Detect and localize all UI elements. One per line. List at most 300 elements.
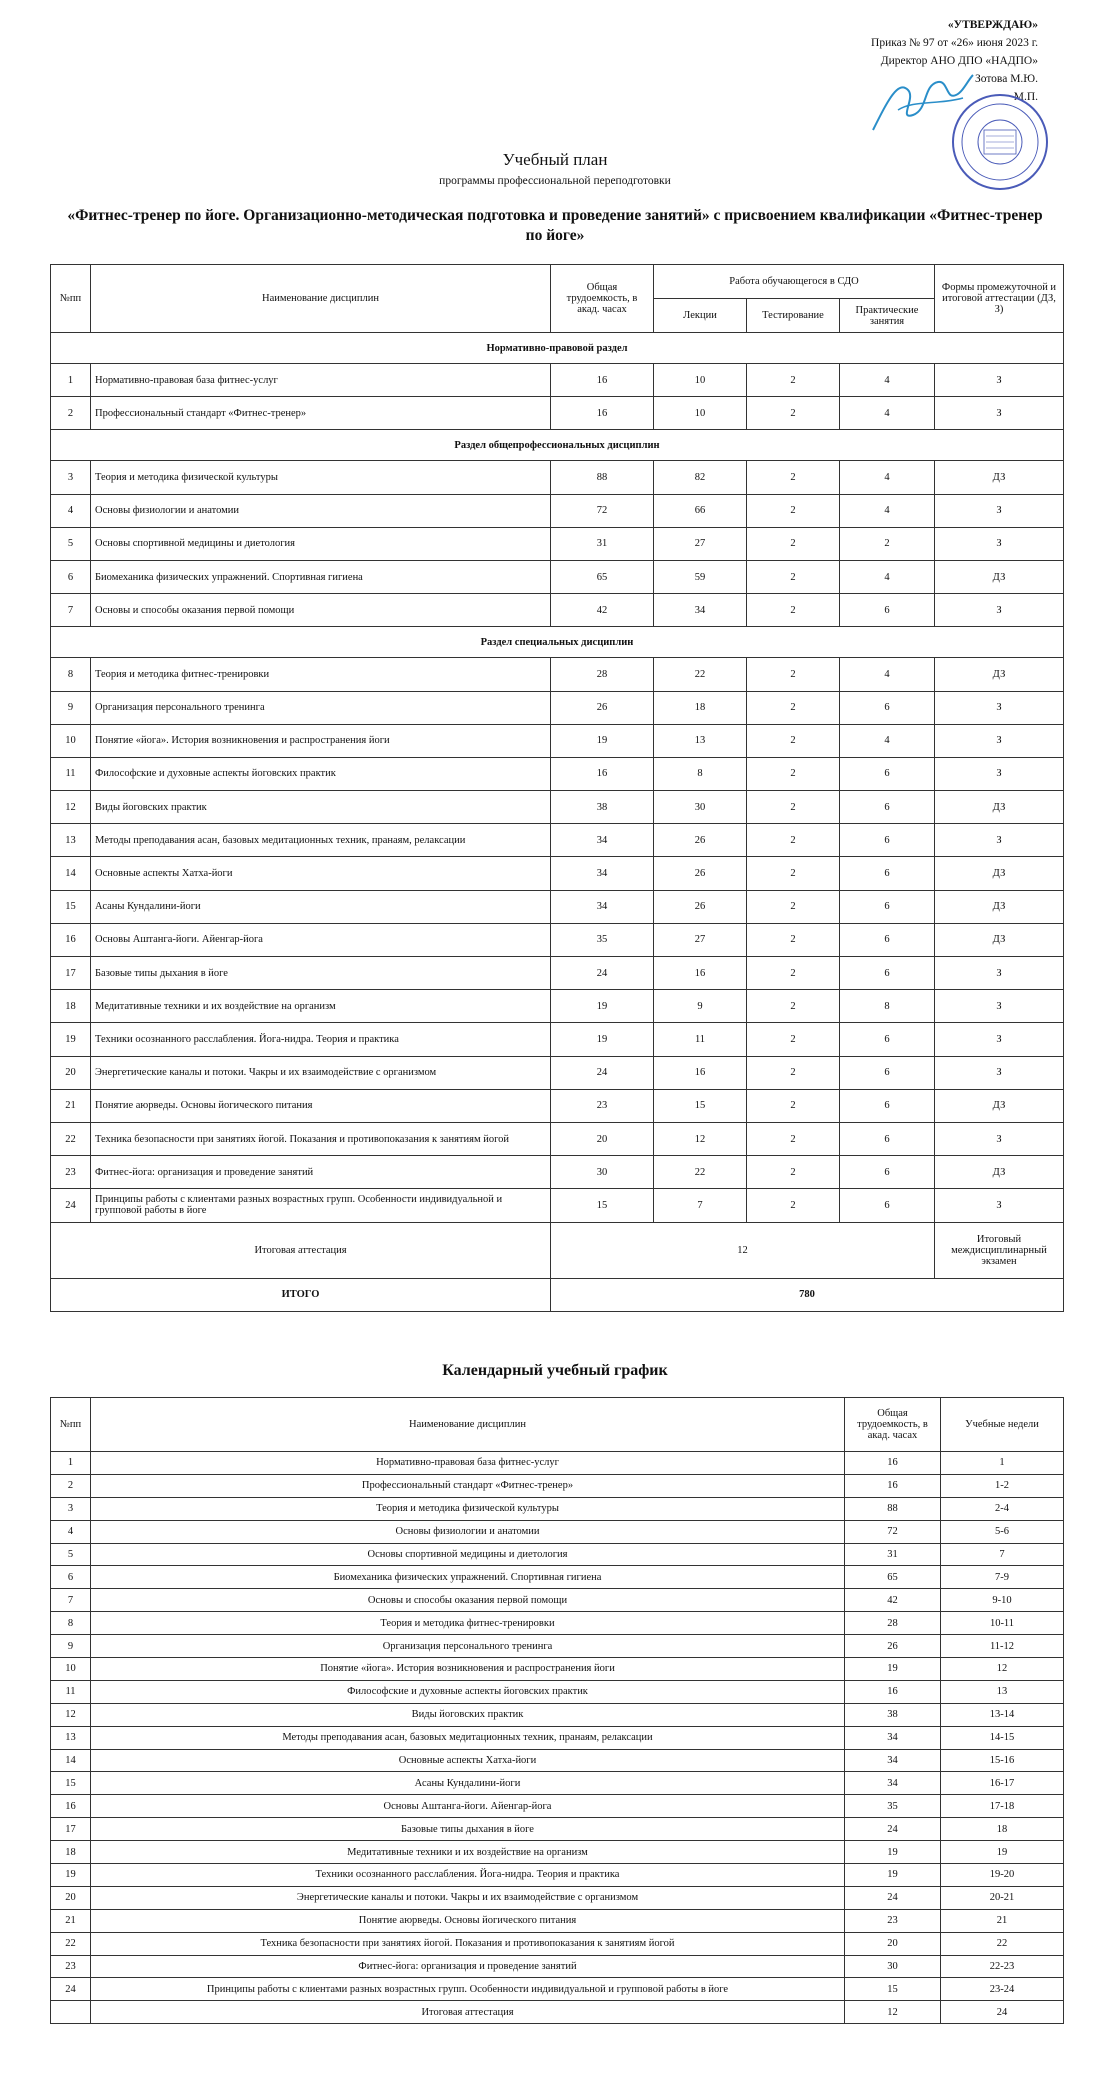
row-num: 9	[51, 691, 91, 724]
cal-row-hours: 16	[845, 1680, 941, 1703]
table-row	[51, 757, 1064, 790]
final-attestation-hours: 12	[551, 1222, 935, 1278]
header-testing: Тестирование	[747, 299, 840, 333]
cal-row-hours: 19	[845, 1864, 941, 1887]
row-hours: 19	[551, 1023, 654, 1056]
row-testing: 2	[747, 461, 840, 494]
cal-row-discipline: Принципы работы с клиентами разных возрастных групп. Особенности индивидуальной и групповой работы в йоге	[91, 1978, 845, 2001]
calendar-row	[51, 1864, 1064, 1887]
row-hours: 20	[551, 1122, 654, 1155]
header-num: №пп	[51, 265, 91, 333]
cal-row-hours: 19	[845, 1658, 941, 1681]
row-num: 8	[51, 658, 91, 691]
table-row	[51, 691, 1064, 724]
cal-row-num	[51, 2001, 91, 2024]
row-practice: 4	[840, 364, 935, 397]
calendar-row	[51, 1772, 1064, 1795]
row-practice: 6	[840, 791, 935, 824]
cal-row-num: 8	[51, 1612, 91, 1635]
cal-row-hours: 72	[845, 1520, 941, 1543]
final-attestation-row	[51, 1222, 1064, 1278]
row-form: ДЗ	[935, 923, 1064, 956]
table-row	[51, 1056, 1064, 1089]
cal-row-hours: 34	[845, 1749, 941, 1772]
row-lectures: 22	[654, 658, 747, 691]
cal-row-weeks: 15-16	[941, 1749, 1064, 1772]
table-row	[51, 923, 1064, 956]
table-row	[51, 824, 1064, 857]
row-num: 24	[51, 1189, 91, 1222]
calendar-row	[51, 1749, 1064, 1772]
row-lectures: 18	[654, 691, 747, 724]
row-form: З	[935, 1023, 1064, 1056]
cal-row-hours: 65	[845, 1566, 941, 1589]
row-discipline: Понятие аюрведы. Основы йогического питания	[91, 1089, 551, 1122]
page-subtitle: программы профессиональной переподготовки	[439, 175, 671, 187]
row-hours: 23	[551, 1089, 654, 1122]
row-discipline: Теория и методика физической культуры	[91, 461, 551, 494]
cal-row-num: 24	[51, 1978, 91, 2001]
cal-row-hours: 34	[845, 1772, 941, 1795]
cal-row-hours: 34	[845, 1726, 941, 1749]
table-row	[51, 364, 1064, 397]
cal-row-weeks: 9-10	[941, 1589, 1064, 1612]
row-hours: 15	[551, 1189, 654, 1222]
calendar-row	[51, 1978, 1064, 2001]
row-testing: 2	[747, 923, 840, 956]
row-testing: 2	[747, 1122, 840, 1155]
table-row	[51, 724, 1064, 757]
row-discipline: Методы преподавания асан, базовых медитационных техник, пранаям, релаксации	[91, 824, 551, 857]
row-hours: 30	[551, 1156, 654, 1189]
header-forms: Формы промежуточной и итоговой аттестации (ДЗ, З)	[935, 265, 1064, 333]
row-form: З	[935, 1056, 1064, 1089]
cal-row-discipline: Теория и методика фитнес-тренировки	[91, 1612, 845, 1635]
cal-row-weeks: 2-4	[941, 1497, 1064, 1520]
section-row	[51, 430, 1064, 461]
row-discipline: Понятие «йога». История возникновения и распространения йоги	[91, 724, 551, 757]
program-name: «Фитнес-тренер по йоге. Организационно-методическая подготовка и проведение занятий» с присвоением квалификации «Фитнес-тренер по йоге»	[67, 207, 1043, 244]
row-discipline: Профессиональный стандарт «Фитнес-тренер»	[91, 397, 551, 430]
cal-row-weeks: 18	[941, 1818, 1064, 1841]
final-attestation-form: Итоговый междисциплинарный экзамен	[935, 1222, 1064, 1278]
row-hours: 34	[551, 890, 654, 923]
row-lectures: 10	[654, 364, 747, 397]
row-num: 15	[51, 890, 91, 923]
cal-row-hours: 19	[845, 1841, 941, 1864]
cal-row-weeks: 21	[941, 1909, 1064, 1932]
row-form: З	[935, 494, 1064, 527]
row-testing: 2	[747, 724, 840, 757]
cal-row-weeks: 19	[941, 1841, 1064, 1864]
row-form: З	[935, 1122, 1064, 1155]
calendar-row	[51, 1726, 1064, 1749]
cal-row-num: 21	[51, 1909, 91, 1932]
cal-row-discipline: Фитнес-йога: организация и проведение занятий	[91, 1955, 845, 1978]
row-testing: 2	[747, 1189, 840, 1222]
cal-row-num: 3	[51, 1497, 91, 1520]
row-num: 3	[51, 461, 91, 494]
row-practice: 6	[840, 957, 935, 990]
row-practice: 4	[840, 658, 935, 691]
row-lectures: 27	[654, 527, 747, 560]
row-practice: 4	[840, 724, 935, 757]
row-practice: 6	[840, 923, 935, 956]
row-hours: 72	[551, 494, 654, 527]
row-hours: 28	[551, 658, 654, 691]
cal-row-weeks: 11-12	[941, 1635, 1064, 1658]
row-num: 1	[51, 364, 91, 397]
calendar-row	[51, 1543, 1064, 1566]
row-num: 16	[51, 923, 91, 956]
cal-row-discipline: Основы и способы оказания первой помощи	[91, 1589, 845, 1612]
row-num: 21	[51, 1089, 91, 1122]
row-practice: 6	[840, 1023, 935, 1056]
calendar-row	[51, 2001, 1064, 2024]
row-discipline: Виды йоговских практик	[91, 791, 551, 824]
header-lectures: Лекции	[654, 299, 747, 333]
cal-row-hours: 31	[845, 1543, 941, 1566]
row-num: 18	[51, 990, 91, 1023]
table-row	[51, 857, 1064, 890]
row-form: З	[935, 757, 1064, 790]
cal-row-weeks: 19-20	[941, 1864, 1064, 1887]
calendar-row	[51, 1818, 1064, 1841]
row-num: 22	[51, 1122, 91, 1155]
row-lectures: 26	[654, 857, 747, 890]
cal-row-hours: 38	[845, 1703, 941, 1726]
cal-row-discipline: Понятие «йога». История возникновения и распространения йоги	[91, 1658, 845, 1681]
cal-row-num: 6	[51, 1566, 91, 1589]
row-testing: 2	[747, 658, 840, 691]
cal-row-discipline: Медитативные техники и их воздействие на организм	[91, 1841, 845, 1864]
row-testing: 2	[747, 560, 840, 593]
row-hours: 16	[551, 364, 654, 397]
row-testing: 2	[747, 990, 840, 1023]
cal-row-weeks: 13-14	[941, 1703, 1064, 1726]
cal-row-hours: 23	[845, 1909, 941, 1932]
row-discipline: Техники осознанного расслабления. Йога-нидра. Теория и практика	[91, 1023, 551, 1056]
approval-position: Директор АНО ДПО «НАДПО»	[880, 55, 1038, 67]
row-num: 10	[51, 724, 91, 757]
cal-row-num: 19	[51, 1864, 91, 1887]
row-discipline: Энергетические каналы и потоки. Чакры и их взаимодействие с организмом	[91, 1056, 551, 1089]
row-discipline: Медитативные техники и их воздействие на организм	[91, 990, 551, 1023]
final-attestation-label: Итоговая аттестация	[51, 1222, 551, 1278]
row-lectures: 8	[654, 757, 747, 790]
table-row	[51, 594, 1064, 627]
cal-header-num: №пп	[51, 1398, 91, 1452]
cal-row-num: 22	[51, 1932, 91, 1955]
cal-row-discipline: Методы преподавания асан, базовых медитационных техник, пранаям, релаксации	[91, 1726, 845, 1749]
cal-row-num: 12	[51, 1703, 91, 1726]
cal-row-discipline: Понятие аюрведы. Основы йогического питания	[91, 1909, 845, 1932]
row-testing: 2	[747, 594, 840, 627]
row-form: ДЗ	[935, 791, 1064, 824]
row-testing: 2	[747, 691, 840, 724]
row-lectures: 11	[654, 1023, 747, 1056]
row-num: 4	[51, 494, 91, 527]
row-hours: 42	[551, 594, 654, 627]
row-hours: 26	[551, 691, 654, 724]
row-lectures: 30	[654, 791, 747, 824]
cal-row-discipline: Биомеханика физических упражнений. Спортивная гигиена	[91, 1566, 845, 1589]
row-lectures: 16	[654, 957, 747, 990]
total-hours: 780	[551, 1278, 1064, 1311]
table-row	[51, 527, 1064, 560]
row-discipline: Организация персонального тренинга	[91, 691, 551, 724]
row-practice: 6	[840, 1056, 935, 1089]
cal-row-hours: 15	[845, 1978, 941, 2001]
header-practice: Практические занятия	[840, 299, 935, 333]
calendar-row	[51, 1497, 1064, 1520]
cal-row-weeks: 22	[941, 1932, 1064, 1955]
row-testing: 2	[747, 494, 840, 527]
cal-row-hours: 24	[845, 1886, 941, 1909]
cal-row-discipline: Профессиональный стандарт «Фитнес-тренер»	[91, 1474, 845, 1497]
row-practice: 6	[840, 691, 935, 724]
table-row	[51, 1023, 1064, 1056]
row-num: 7	[51, 594, 91, 627]
row-form: З	[935, 691, 1064, 724]
row-lectures: 16	[654, 1056, 747, 1089]
row-testing: 2	[747, 791, 840, 824]
row-discipline: Принципы работы с клиентами разных возрастных групп. Особенности индивидуальной и групповой работы в йоге	[91, 1189, 551, 1222]
cal-row-hours: 42	[845, 1589, 941, 1612]
cal-row-num: 4	[51, 1520, 91, 1543]
row-hours: 38	[551, 791, 654, 824]
cal-row-weeks: 20-21	[941, 1886, 1064, 1909]
row-hours: 19	[551, 724, 654, 757]
calendar-row	[51, 1566, 1064, 1589]
cal-row-discipline: Основные аспекты Хатха-йоги	[91, 1749, 845, 1772]
row-lectures: 12	[654, 1122, 747, 1155]
row-testing: 2	[747, 364, 840, 397]
row-hours: 65	[551, 560, 654, 593]
row-practice: 4	[840, 494, 935, 527]
calendar-row	[51, 1635, 1064, 1658]
cal-row-weeks: 24	[941, 2001, 1064, 2024]
row-form: З	[935, 594, 1064, 627]
cal-row-hours: 28	[845, 1612, 941, 1635]
calendar-row	[51, 1703, 1064, 1726]
section-title: Раздел специальных дисциплин	[51, 627, 1064, 658]
row-lectures: 22	[654, 1156, 747, 1189]
cal-row-num: 20	[51, 1886, 91, 1909]
row-num: 5	[51, 527, 91, 560]
cal-header-weeks: Учебные недели	[941, 1398, 1064, 1452]
cal-row-hours: 16	[845, 1474, 941, 1497]
row-lectures: 82	[654, 461, 747, 494]
cal-row-discipline: Виды йоговских практик	[91, 1703, 845, 1726]
cal-row-weeks: 14-15	[941, 1726, 1064, 1749]
row-hours: 31	[551, 527, 654, 560]
cal-row-discipline: Итоговая аттестация	[91, 2001, 845, 2024]
page-title: Учебный план	[502, 150, 608, 169]
row-testing: 2	[747, 1023, 840, 1056]
row-num: 13	[51, 824, 91, 857]
row-form: З	[935, 990, 1064, 1023]
row-num: 19	[51, 1023, 91, 1056]
row-testing: 2	[747, 857, 840, 890]
table-row	[51, 1156, 1064, 1189]
cal-row-discipline: Нормативно-правовая база фитнес-услуг	[91, 1452, 845, 1475]
section-title: Раздел общепрофессиональных дисциплин	[51, 430, 1064, 461]
approval-order: Приказ № 97 от «26» июня 2023 г.	[871, 37, 1038, 49]
row-form: З	[935, 824, 1064, 857]
cal-row-weeks: 13	[941, 1680, 1064, 1703]
row-form: ДЗ	[935, 857, 1064, 890]
cal-row-weeks: 10-11	[941, 1612, 1064, 1635]
row-testing: 2	[747, 890, 840, 923]
table-row	[51, 791, 1064, 824]
cal-row-discipline: Философские и духовные аспекты йоговских практик	[91, 1680, 845, 1703]
calendar-row	[51, 1795, 1064, 1818]
study-plan-table	[50, 264, 1064, 1312]
row-discipline: Нормативно-правовая база фитнес-услуг	[91, 364, 551, 397]
row-testing: 2	[747, 527, 840, 560]
row-num: 20	[51, 1056, 91, 1089]
row-lectures: 59	[654, 560, 747, 593]
table-row	[51, 658, 1064, 691]
cal-row-hours: 30	[845, 1955, 941, 1978]
approval-heading: «УТВЕРЖДАЮ»	[947, 19, 1038, 31]
row-practice: 6	[840, 1156, 935, 1189]
row-lectures: 66	[654, 494, 747, 527]
cal-row-discipline: Техники осознанного расслабления. Йога-нидра. Теория и практика	[91, 1864, 845, 1887]
table-row	[51, 461, 1064, 494]
cal-row-discipline: Основы спортивной медицины и диетология	[91, 1543, 845, 1566]
row-discipline: Асаны Кундалини-йоги	[91, 890, 551, 923]
row-form: ДЗ	[935, 461, 1064, 494]
calendar-row	[51, 1589, 1064, 1612]
table-row	[51, 1089, 1064, 1122]
cal-row-hours: 26	[845, 1635, 941, 1658]
row-practice: 6	[840, 857, 935, 890]
row-practice: 6	[840, 890, 935, 923]
cal-row-discipline: Основы физиологии и анатомии	[91, 1520, 845, 1543]
row-hours: 16	[551, 397, 654, 430]
cal-row-hours: 35	[845, 1795, 941, 1818]
calendar-title: Календарный учебный график	[442, 1362, 668, 1379]
row-practice: 6	[840, 824, 935, 857]
cal-row-discipline: Техника безопасности при занятиях йогой. Показания и противопоказания к занятиям йогой	[91, 1932, 845, 1955]
row-hours: 19	[551, 990, 654, 1023]
cal-row-num: 10	[51, 1658, 91, 1681]
calendar-row	[51, 1658, 1064, 1681]
cal-row-num: 1	[51, 1452, 91, 1475]
cal-row-hours: 20	[845, 1932, 941, 1955]
row-discipline: Философские и духовные аспекты йоговских практик	[91, 757, 551, 790]
row-hours: 34	[551, 857, 654, 890]
row-lectures: 27	[654, 923, 747, 956]
row-form: ДЗ	[935, 560, 1064, 593]
row-num: 2	[51, 397, 91, 430]
cal-row-discipline: Базовые типы дыхания в йоге	[91, 1818, 845, 1841]
section-row	[51, 333, 1064, 364]
cal-row-weeks: 23-24	[941, 1978, 1064, 2001]
approval-name: Зотова М.Ю.	[974, 73, 1038, 85]
row-discipline: Техника безопасности при занятиях йогой. Показания и противопоказания к занятиям йогой	[91, 1122, 551, 1155]
row-form: З	[935, 364, 1064, 397]
cal-row-num: 7	[51, 1589, 91, 1612]
row-hours: 16	[551, 757, 654, 790]
calendar-row	[51, 1474, 1064, 1497]
cal-row-hours: 24	[845, 1818, 941, 1841]
cal-row-hours: 88	[845, 1497, 941, 1520]
cal-row-num: 23	[51, 1955, 91, 1978]
row-hours: 24	[551, 957, 654, 990]
row-hours: 35	[551, 923, 654, 956]
cal-row-num: 13	[51, 1726, 91, 1749]
cal-header-name: Наименование дисциплин	[91, 1398, 845, 1452]
row-testing: 2	[747, 757, 840, 790]
cal-row-weeks: 16-17	[941, 1772, 1064, 1795]
row-practice: 8	[840, 990, 935, 1023]
row-discipline: Основы и способы оказания первой помощи	[91, 594, 551, 627]
row-discipline: Основы Аштанга-йоги. Айенгар-йога	[91, 923, 551, 956]
cal-row-num: 15	[51, 1772, 91, 1795]
cal-header-hours: Общая трудоемкость, в акад. часах	[845, 1398, 941, 1452]
row-practice: 4	[840, 461, 935, 494]
row-form: ДЗ	[935, 658, 1064, 691]
row-form: ДЗ	[935, 1156, 1064, 1189]
row-testing: 2	[747, 1089, 840, 1122]
cal-row-weeks: 1-2	[941, 1474, 1064, 1497]
row-num: 17	[51, 957, 91, 990]
row-num: 23	[51, 1156, 91, 1189]
row-lectures: 34	[654, 594, 747, 627]
table-row	[51, 1189, 1064, 1222]
table-row	[51, 957, 1064, 990]
total-label: ИТОГО	[51, 1278, 551, 1311]
row-discipline: Теория и методика фитнес-тренировки	[91, 658, 551, 691]
cal-row-num: 14	[51, 1749, 91, 1772]
row-testing: 2	[747, 397, 840, 430]
calendar-row	[51, 1520, 1064, 1543]
header-work: Работа обучающегося в СДО	[654, 265, 935, 299]
row-practice: 6	[840, 1122, 935, 1155]
cal-row-discipline: Организация персонального тренинга	[91, 1635, 845, 1658]
cal-row-weeks: 22-23	[941, 1955, 1064, 1978]
cal-row-num: 16	[51, 1795, 91, 1818]
row-practice: 4	[840, 397, 935, 430]
row-practice: 4	[840, 560, 935, 593]
row-form: ДЗ	[935, 1089, 1064, 1122]
cal-row-weeks: 5-6	[941, 1520, 1064, 1543]
row-practice: 6	[840, 594, 935, 627]
row-discipline: Основы физиологии и анатомии	[91, 494, 551, 527]
calendar-table	[50, 1397, 1064, 2024]
row-lectures: 15	[654, 1089, 747, 1122]
table-row	[51, 990, 1064, 1023]
row-form: З	[935, 724, 1064, 757]
row-discipline: Биомеханика физических упражнений. Спортивная гигиена	[91, 560, 551, 593]
row-testing: 2	[747, 824, 840, 857]
row-num: 11	[51, 757, 91, 790]
row-form: З	[935, 527, 1064, 560]
row-lectures: 10	[654, 397, 747, 430]
header-name: Наименование дисциплин	[91, 265, 551, 333]
row-testing: 2	[747, 1156, 840, 1189]
row-num: 14	[51, 857, 91, 890]
calendar-row	[51, 1886, 1064, 1909]
row-form: З	[935, 1189, 1064, 1222]
cal-row-num: 2	[51, 1474, 91, 1497]
calendar-row	[51, 1841, 1064, 1864]
row-practice: 2	[840, 527, 935, 560]
cal-row-weeks: 7	[941, 1543, 1064, 1566]
